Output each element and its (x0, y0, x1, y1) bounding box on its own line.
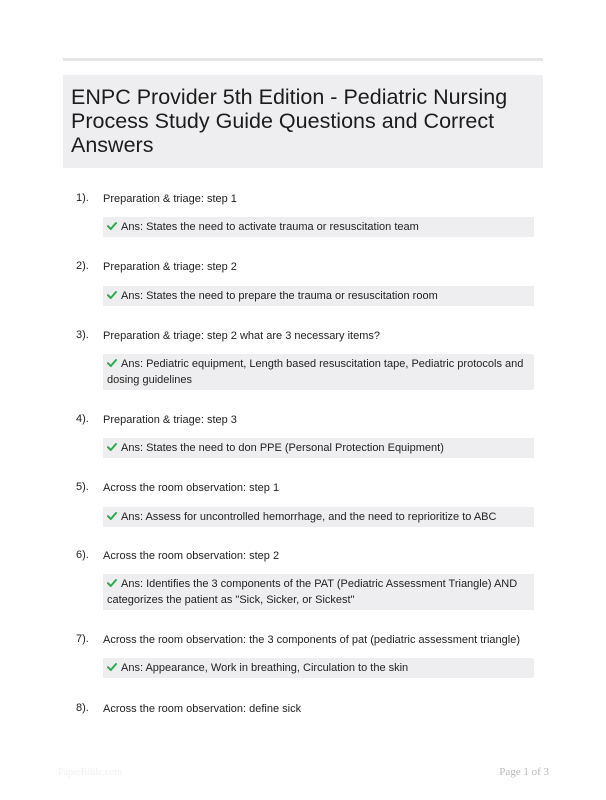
question-text: Across the room observation: define sick (103, 703, 302, 715)
question-number: 3). (76, 329, 89, 341)
question-number: 7). (76, 633, 89, 645)
top-divider (63, 58, 543, 61)
answer-text: Ans: States the need to activate trauma or resuscitation team (121, 221, 419, 233)
answer-text: Ans: States the need to prepare the trauma or resuscitation room (121, 290, 438, 302)
check-icon (107, 290, 117, 300)
answer-text: Ans: Appearance, Work in breathing, Circulation to the skin (121, 662, 409, 674)
question-text: Across the room observation: step 1 (103, 482, 280, 494)
answer-box (103, 658, 534, 678)
answer-box (103, 507, 534, 527)
check-icon (107, 578, 117, 588)
check-icon (107, 662, 117, 672)
question-number: 8). (76, 702, 89, 714)
answer-box (103, 354, 534, 390)
question-text: Preparation & triage: step 3 (103, 414, 237, 426)
check-icon (107, 221, 117, 231)
question-text: Across the room observation: step 2 (103, 550, 280, 562)
page-number: Page 1 of 3 (499, 766, 549, 778)
question-number: 6). (76, 549, 89, 561)
check-icon (107, 511, 117, 521)
answer-box (103, 574, 534, 610)
answer-box (103, 438, 534, 458)
question-number: 2). (76, 260, 89, 272)
check-icon (107, 358, 117, 368)
answer-text: Ans: States the need to don PPE (Personal Protection Equipment) (121, 442, 444, 454)
answer-box (103, 286, 534, 306)
title-banner (63, 75, 543, 168)
question-number: 5). (76, 481, 89, 493)
footer-watermark: PaperBible.com (58, 767, 123, 778)
question-text: Preparation & triage: step 1 (103, 193, 237, 205)
question-number: 1). (76, 192, 89, 204)
question-number: 4). (76, 413, 89, 425)
answer-text: Ans: Identifies the 3 components of the PAT (Pediatric Assessment Triangle) AND categorizes the patient as "Sick, Sicker, or Sickest" (107, 578, 518, 606)
question-text: Preparation & triage: step 2 what are 3 necessary items? (103, 330, 380, 342)
question-text: Preparation & triage: step 2 (103, 261, 237, 273)
check-icon (107, 442, 117, 452)
document-title: ENPC Provider 5th Edition - Pediatric Nursing Process Study Guide Questions and Correct Answers (71, 85, 508, 157)
question-text: Across the room observation: the 3 components of pat (pediatric assessment triangle) (103, 634, 520, 646)
answer-text: Ans: Assess for uncontrolled hemorrhage, and the need to reprioritize to ABC (121, 511, 497, 523)
answer-text: Ans: Pediatric equipment, Length based resuscitation tape, Pediatric protocols and dosing guidelines (107, 358, 524, 386)
answer-box (103, 217, 534, 237)
